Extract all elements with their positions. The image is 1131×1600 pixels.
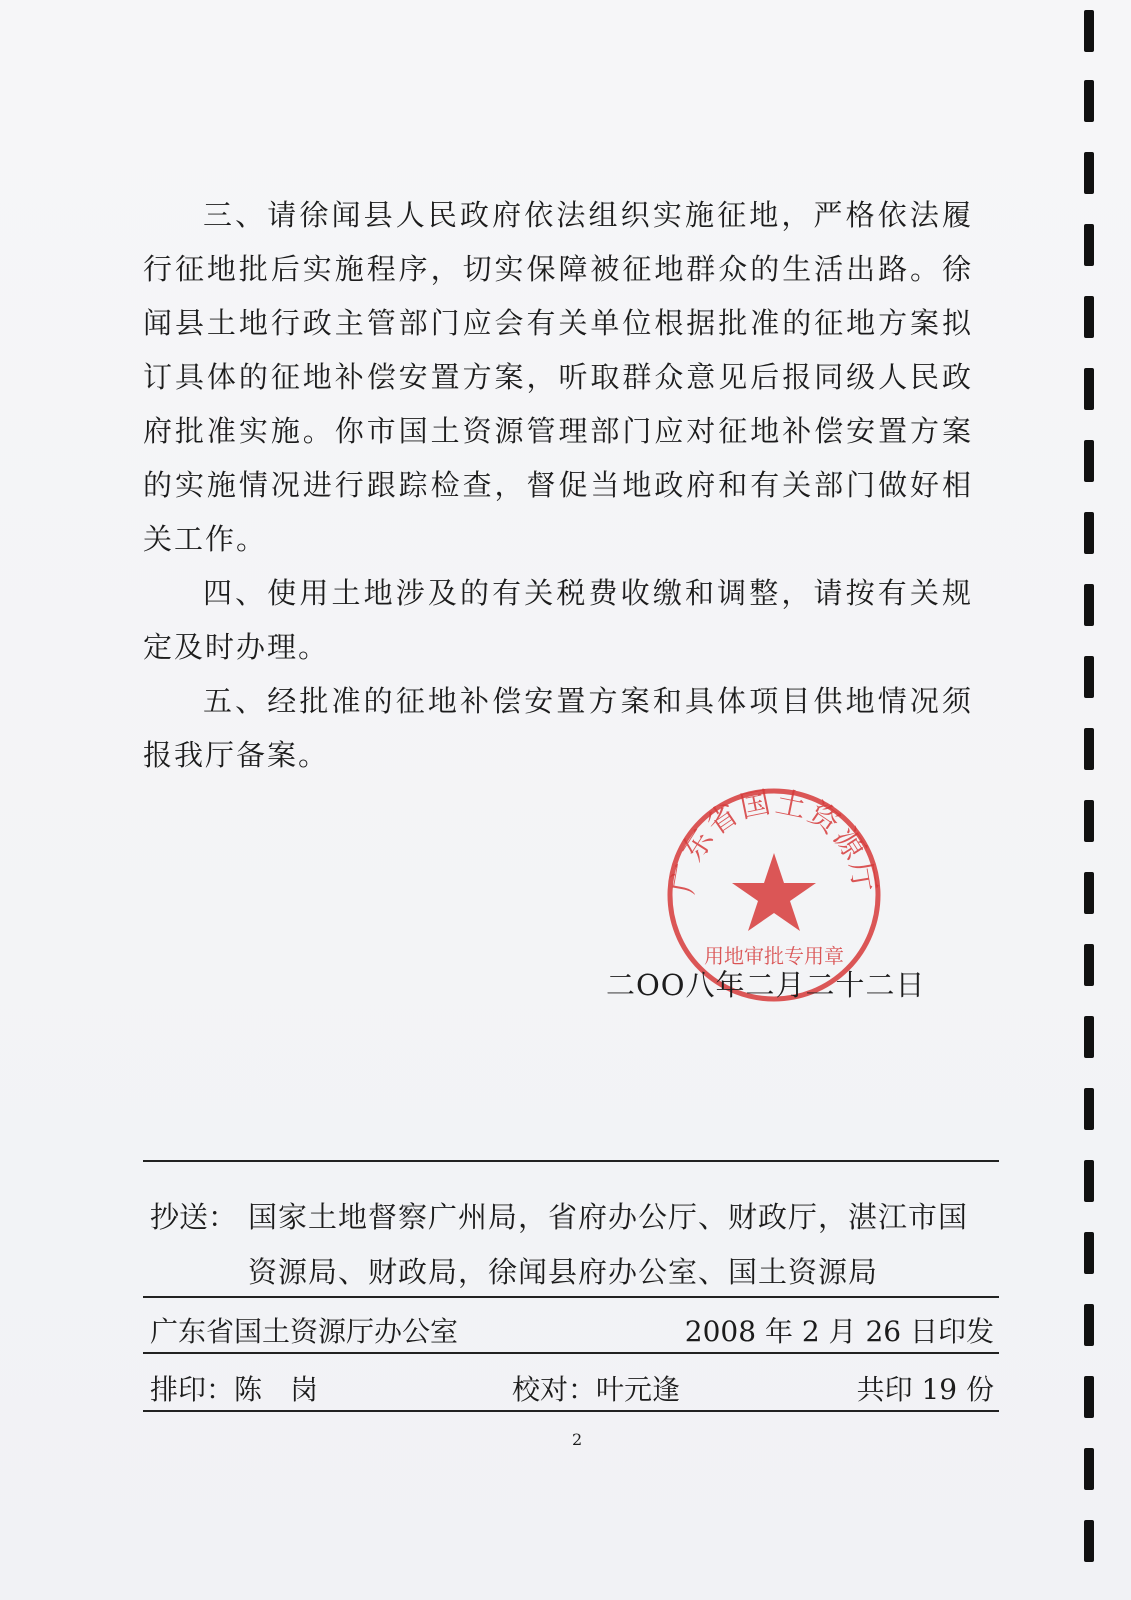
document-date: 二OO八年二月二十二日 — [606, 968, 926, 1002]
paragraph-5: 五、经批准的征地补偿安置方案和具体项目供地情况须报我厅备案。 — [143, 684, 973, 772]
cc-recipients-line2: 资源局、财政局，徐闻县府办公室、国土资源局 — [248, 1255, 879, 1289]
page-number: 2 — [572, 1430, 583, 1449]
copies-printed: 共印 19 份 — [856, 1373, 994, 1406]
seal-inner-text: 用地审批专用章 — [704, 944, 844, 968]
binding-holes — [1074, 0, 1131, 1600]
typeset-by: 排印：陈 岗 — [150, 1373, 319, 1406]
proofread-by: 校对：叶元逢 — [512, 1373, 681, 1406]
divider-top — [143, 1160, 999, 1162]
divider-lower — [143, 1352, 999, 1354]
body-text — [143, 188, 973, 782]
star-icon — [732, 853, 816, 931]
print-date: 2008 年 2 月 26 日印发 — [684, 1315, 994, 1348]
divider-bottom — [143, 1410, 999, 1412]
cc-label: 抄送： — [150, 1200, 238, 1234]
paragraph-4: 四、使用土地涉及的有关税费收缴和调整，请按有关规定及时办理。 — [143, 576, 973, 664]
paragraph-3: 三、请徐闻县人民政府依法组织实施征地，严格依法履行征地批后实施程序，切实保障被征地群众的生活出路。徐闻县土地行政主管部门应会有关单位根据批准的征地方案拟订具体的征地补偿安置方案，听取群众意见后报同级人民政府批准实施。你市国土资源管理部门应对征地补偿安置方案的实施情况进行跟踪检查，督促当地政府和有关部门做好相关工作。 — [143, 198, 973, 556]
seal-outer-text: 广东省国土资源厅 — [665, 785, 883, 897]
cc-recipients-line1: 国家土地督察广州局，省府办公厅、财政厅，湛江市国 — [248, 1200, 969, 1234]
issuing-office: 广东省国土资源厅办公室 — [150, 1315, 459, 1348]
divider-mid — [143, 1296, 999, 1298]
